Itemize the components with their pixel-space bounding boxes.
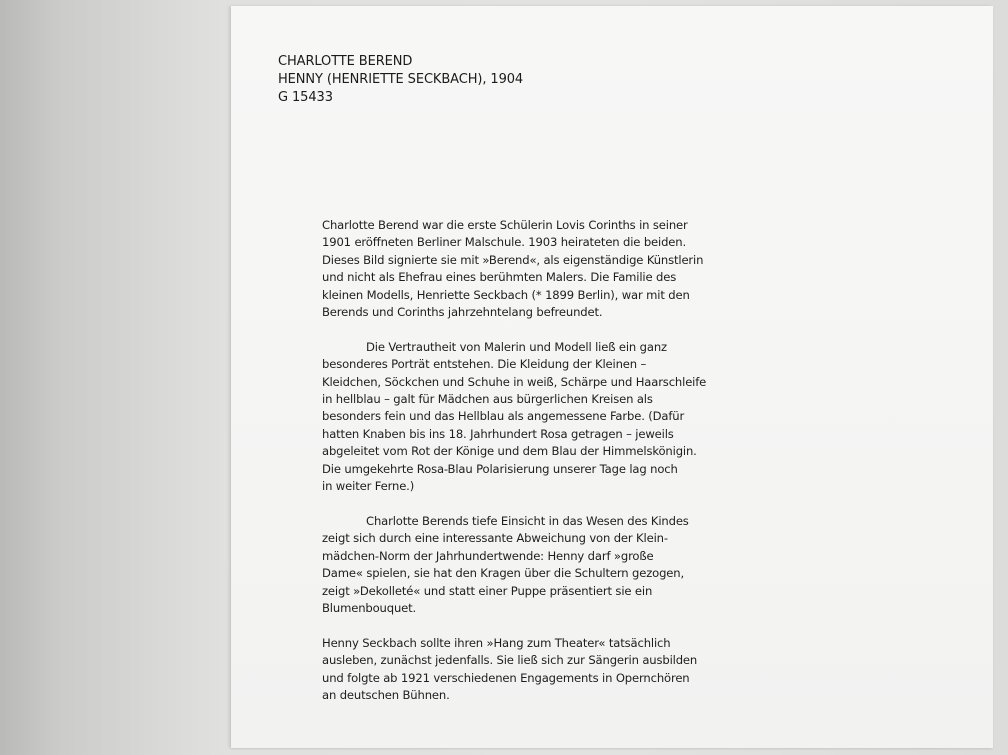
paragraph-3	[322, 513, 732, 617]
text-line: Charlotte Berends tiefe Einsicht in das Wesen des Kindes	[366, 513, 689, 528]
artwork-title: HENNY (HENRIETTE SECKBACH), 1904	[278, 72, 524, 87]
text-line: ausleben, zunächst jedenfalls. Sie ließ sich zur Sängerin ausbilden	[322, 653, 698, 668]
label-header	[278, 53, 523, 107]
artist-name: CHARLOTTE BEREND	[278, 54, 413, 69]
museum-label-card	[231, 6, 993, 748]
text-line: Die umgekehrte Rosa-Blau Polarisierung unserer Tage lag noch	[322, 461, 678, 476]
text-line: Henny Seckbach sollte ihren »Hang zum Theater« tatsächlich	[322, 635, 671, 650]
text-line: mädchen-Norm der Jahrhundertwende: Henny darf »große	[322, 548, 654, 563]
text-line: und nicht als Ehefrau eines berühmten Malers. Die Familie des	[322, 270, 677, 285]
paragraph-4	[322, 635, 732, 705]
label-body	[322, 217, 732, 722]
text-line: Berends und Corinths jahrzehntelang befreundet.	[322, 305, 603, 320]
text-line: Kleidchen, Söckchen und Schuhe in weiß, Schärpe und Haarschleife	[322, 374, 707, 389]
text-line: abgeleitet vom Rot der Könige und dem Blau der Himmelskönigin.	[322, 444, 697, 459]
inventory-number: G 15433	[278, 90, 333, 105]
text-line: 1901 eröffneten Berliner Malschule. 1903 heirateten die beiden.	[322, 235, 687, 250]
text-line: Dieses Bild signierte sie mit »Berend«, als eigenständige Künstlerin	[322, 252, 704, 267]
text-line: zeigt sich durch eine interessante Abweichung von der Klein-	[322, 531, 668, 546]
text-line: Blumenbouquet.	[322, 600, 417, 615]
text-line: in hellblau – galt für Mädchen aus bürgerlichen Kreisen als	[322, 392, 653, 407]
text-line: und folgte ab 1921 verschiedenen Engagements in Opernchören	[322, 670, 690, 685]
wall-shadow	[0, 0, 230, 755]
text-line: besonders fein und das Hellblau als angemessene Farbe. (Dafür	[322, 409, 685, 424]
paragraph-2	[322, 339, 732, 496]
text-line: Charlotte Berend war die erste Schülerin Lovis Corinths in seiner	[322, 218, 688, 232]
text-line: Die Vertrautheit von Malerin und Modell ließ ein ganz	[366, 339, 667, 354]
text-line: kleinen Modells, Henriette Seckbach (* 1899 Berlin), war mit den	[322, 287, 690, 302]
text-line: besonderes Porträt entstehen. Die Kleidung der Kleinen –	[322, 357, 647, 372]
text-line: Dame« spielen, sie hat den Kragen über die Schultern gezogen,	[322, 566, 685, 581]
text-line: zeigt »Dekolleté« und statt einer Puppe präsentiert sie ein	[322, 583, 653, 598]
text-line: in weiter Ferne.)	[322, 479, 415, 494]
text-line: hatten Knaben bis ins 18. Jahrhundert Rosa getragen – jeweils	[322, 426, 674, 441]
text-line: an deutschen Bühnen.	[322, 687, 450, 702]
paragraph-1	[322, 217, 732, 321]
